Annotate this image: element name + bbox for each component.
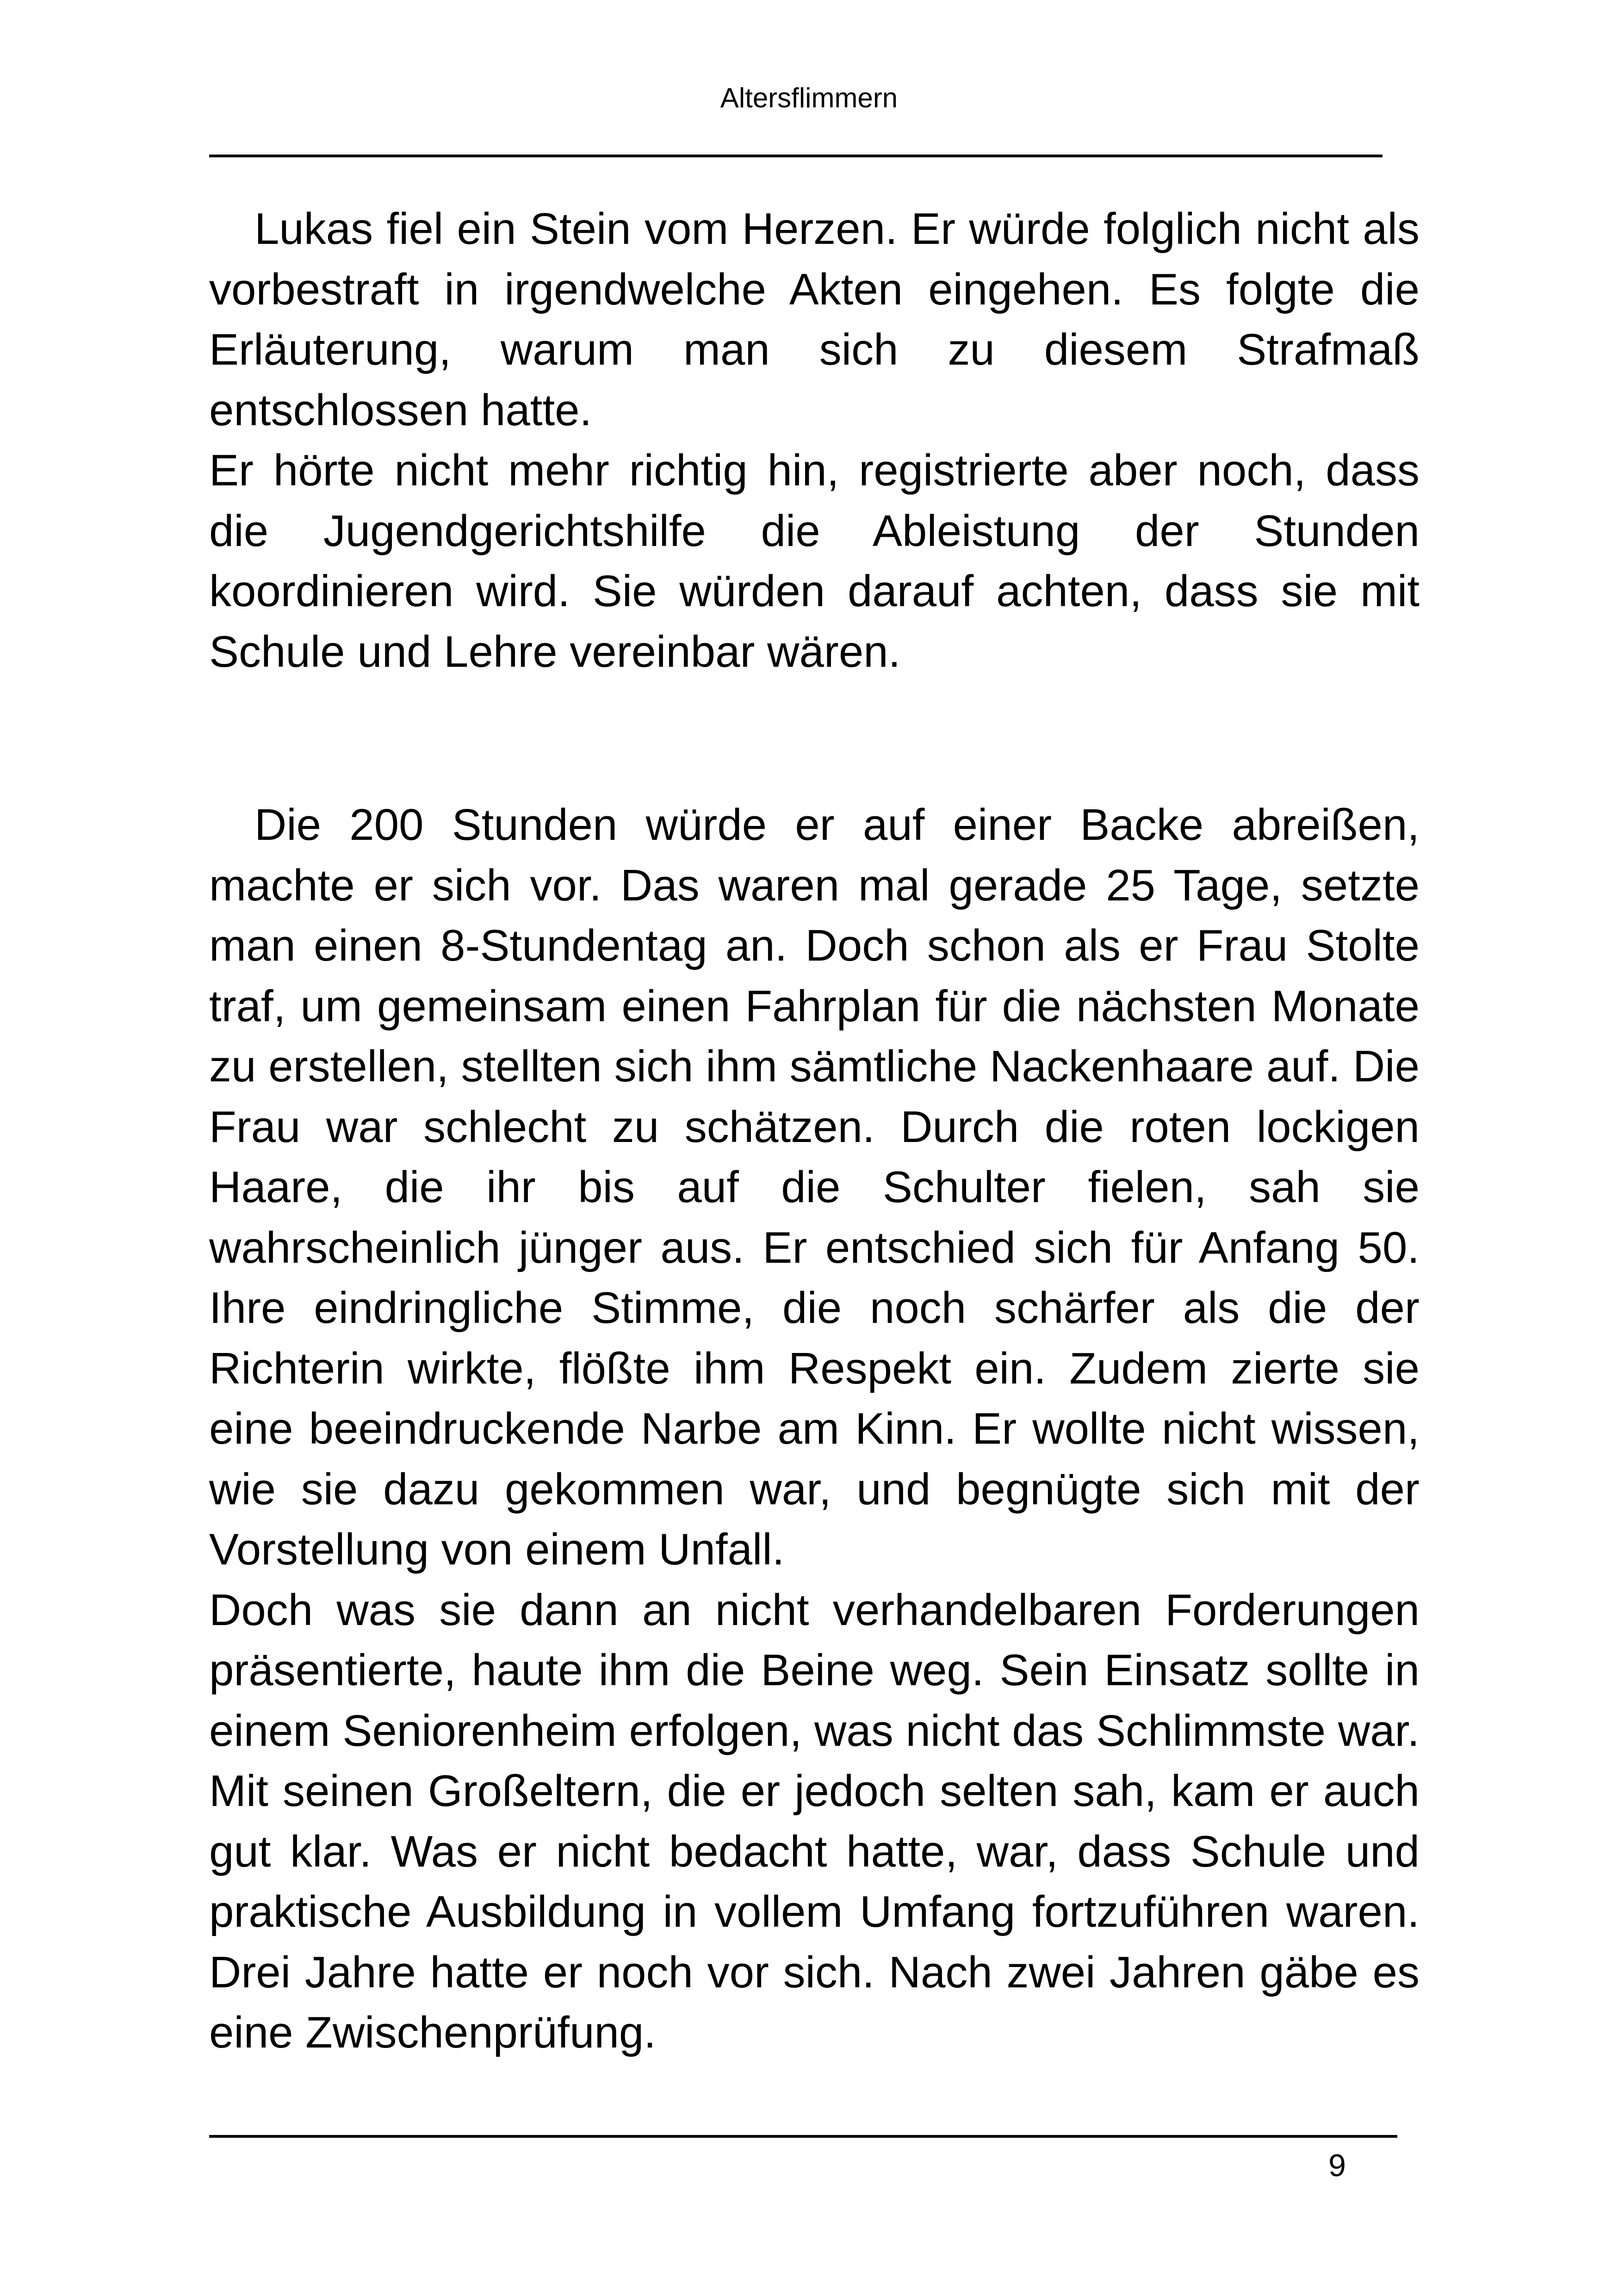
- paragraph-1: Lukas fiel ein Stein vom Herzen. Er würde folglich nicht als vorbestraft in irgendwelche Akten eingehen. Es folgte die Erläuterung, warum man sich zu diesem Strafmaß entschlossen hatte.: [209, 204, 1420, 435]
- paragraph-4: Doch was sie dann an nicht verhandelbaren Forderungen präsentierte, haute ihm die Beine weg. Sein Einsatz sollte in einem Seniorenheim erfolgen, was nicht das Schlimmste war. Mit seinen Großeltern, die er jedoch selten sah, kam er auch gut klar. Was er nicht bedacht hatte, war, dass Schule und praktische Ausbildung in vollem Umfang fortzuführen waren. Drei Jahre hatte er noch vor sich. Nach zwei Jahren gäbe es eine Zwischenprüfung.: [209, 1585, 1420, 2057]
- paragraph-3: Die 200 Stunden würde er auf einer Backe abreißen, machte er sich vor. Das waren mal gerade 25 Tage, setzte man einen 8-Stundentag an. Doch schon als er Frau Stolte traf, um gemeinsam einen Fahrplan für die nächsten Monate zu erstellen, stellten sich ihm sämtliche Nackenhaare auf. Die Frau war schlecht zu schätzen. Durch die roten lockigen Haare, die ihr bis auf die Schulter fielen, sah sie wahrscheinlich jünger aus. Er entschied sich für Anfang 50. Ihre eindringliche Stimme, die noch schärfer als die der Richterin wirkte, flößte ihm Respekt ein. Zudem zierte sie eine beeindruckende Narbe am Kinn. Er wollte nicht wissen, wie sie dazu gekommen war, und begnügte sich mit der Vorstellung von einem Unfall.: [209, 800, 1420, 1574]
- page-body: [209, 199, 1420, 2063]
- paragraph-2: Er hörte nicht mehr richtig hin, registrierte aber noch, dass die Jugendgerichtshilfe die Ableistung der Stunden koordinieren wird. Sie würden darauf achten, dass sie mit Schule und Lehre vereinbar wären.: [209, 446, 1420, 676]
- footer-rule: [209, 2135, 1397, 2138]
- running-header-title: Altersflimmern: [720, 82, 898, 113]
- page-number: 9: [1328, 2148, 1346, 2183]
- header-rule: [209, 155, 1382, 157]
